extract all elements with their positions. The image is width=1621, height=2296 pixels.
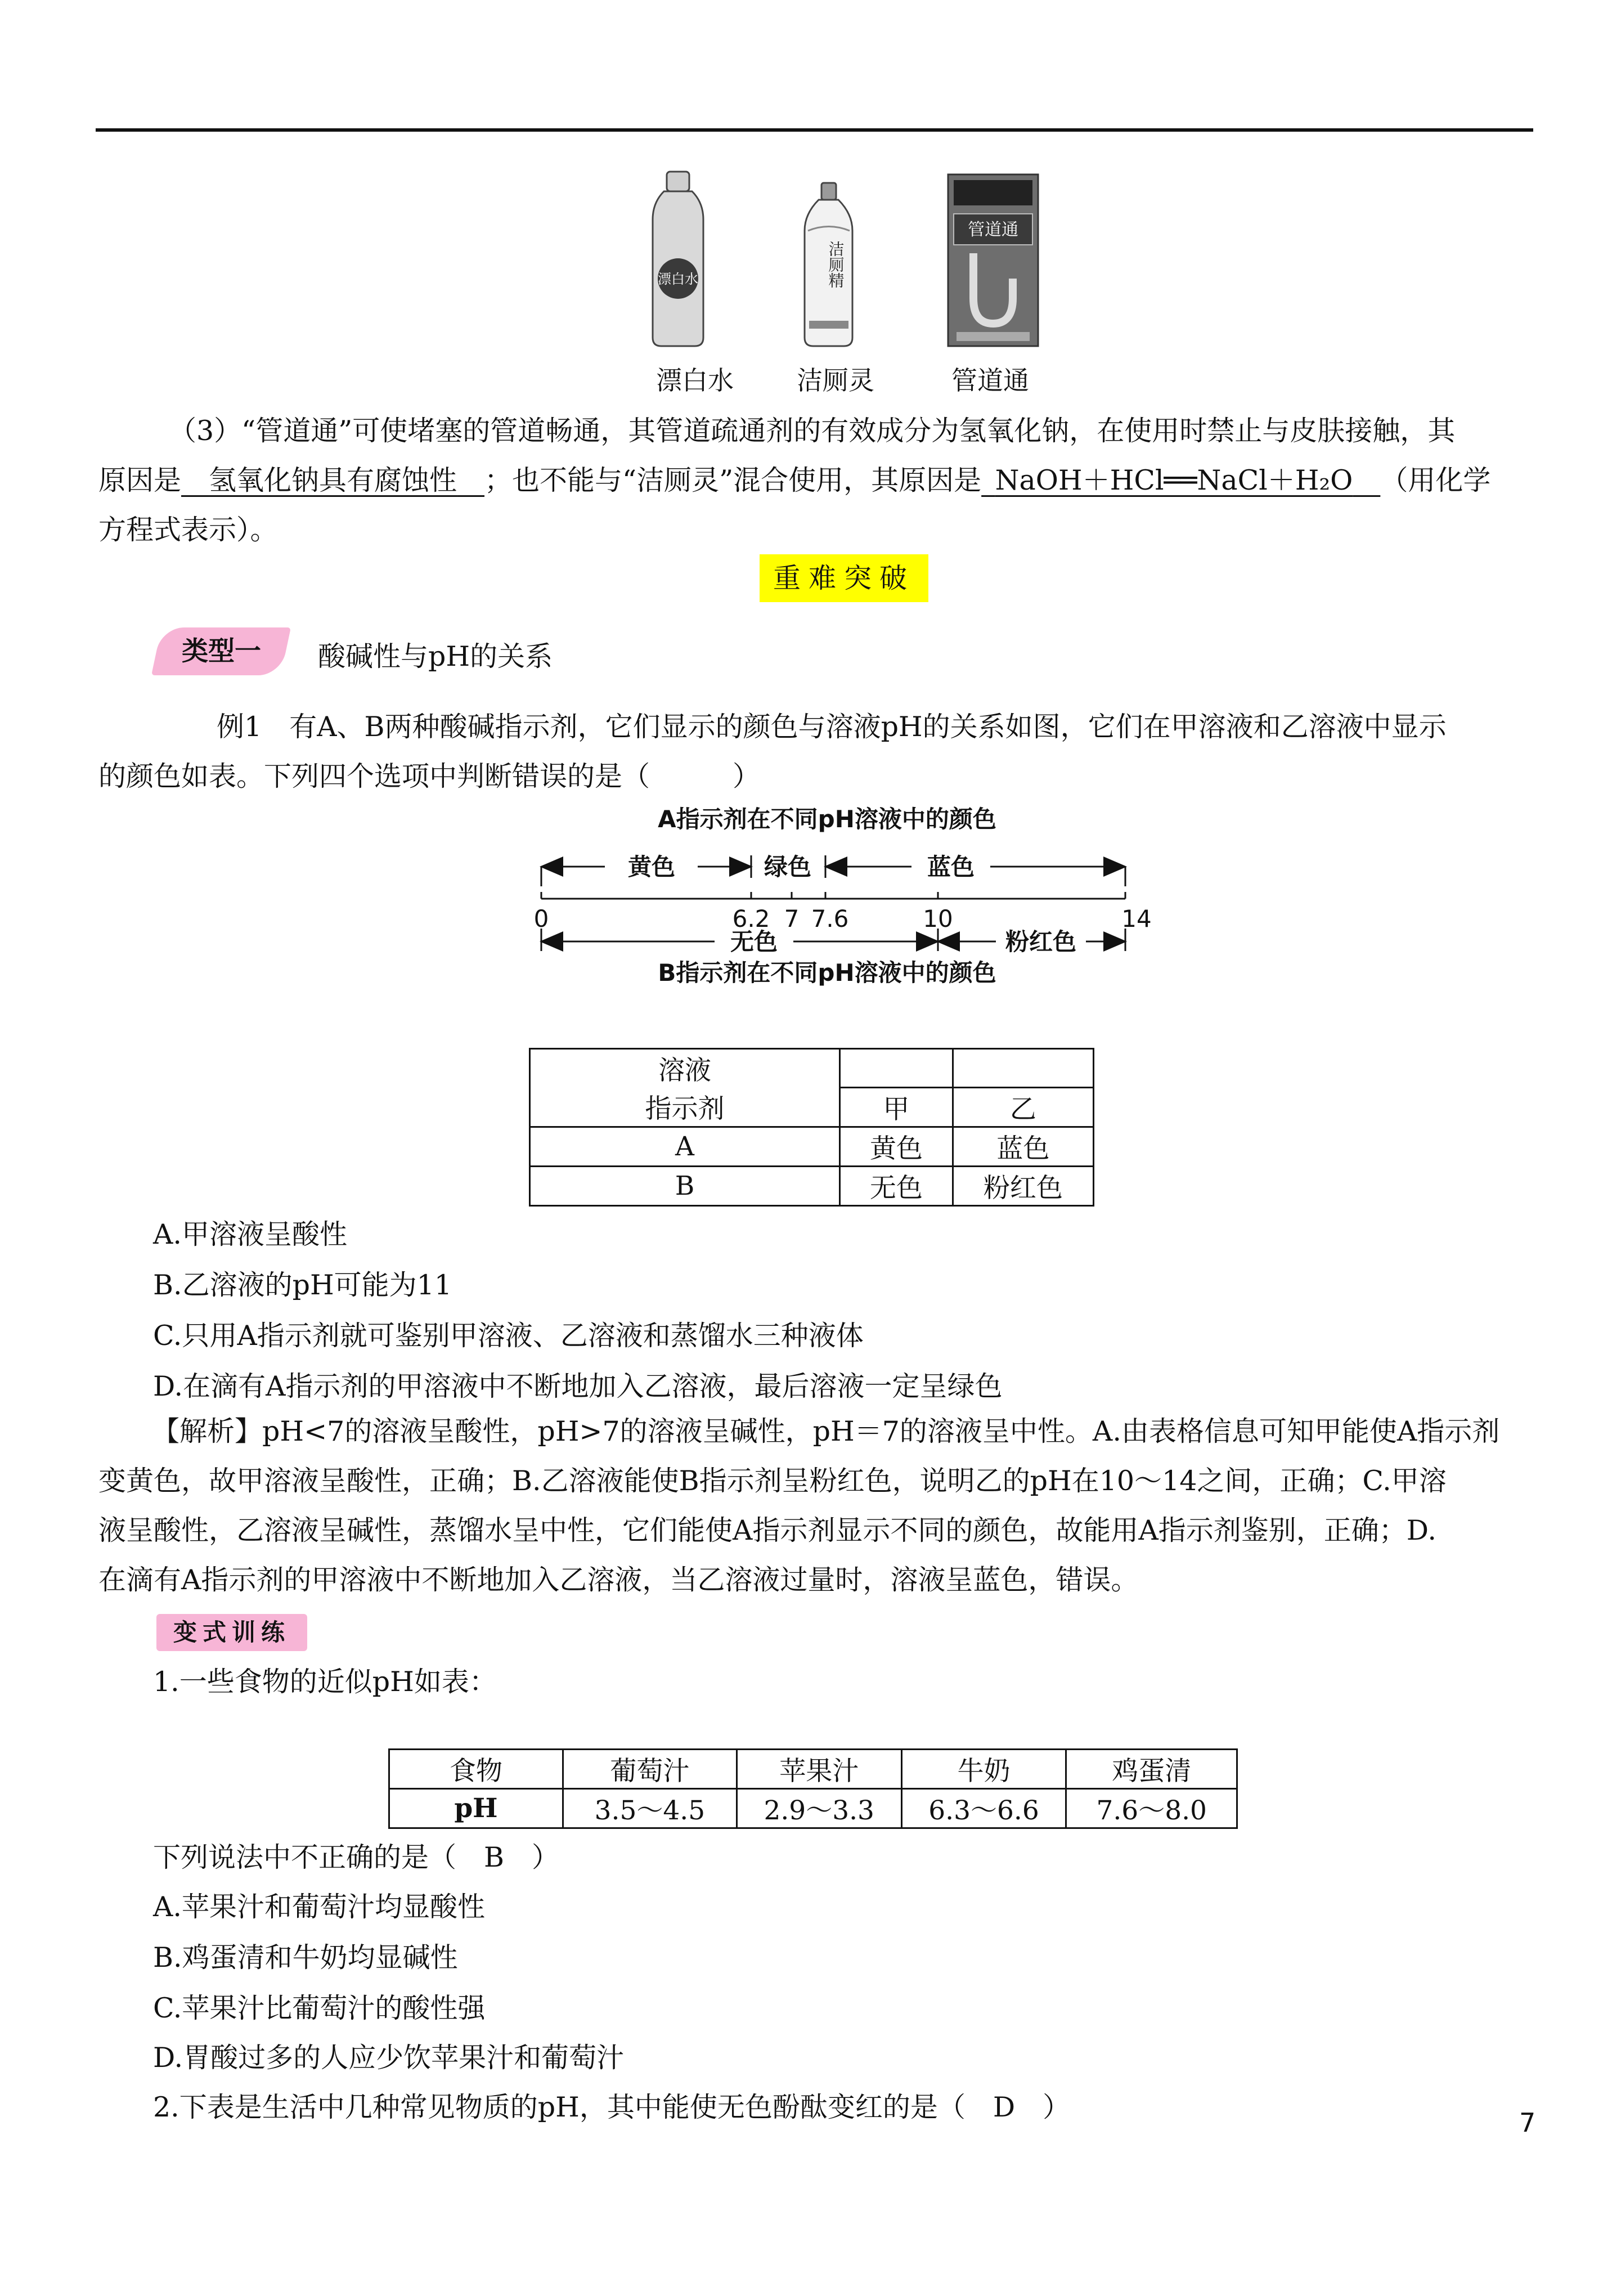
type1-title: 酸碱性与pH的关系 — [318, 640, 553, 672]
q3-text — [98, 406, 1539, 555]
a-segment-yellow: 黄色 — [627, 853, 676, 881]
bleach-bottle-icon — [653, 172, 703, 346]
table-col-header: 葡萄汁 — [563, 1750, 737, 1789]
product-label-bleach: 漂白水 — [656, 365, 734, 396]
table-row-header: A — [530, 1127, 840, 1166]
analysis-line: 变黄色，故甲溶液呈酸性，正确；B.乙溶液能使B指示剂呈粉红色，说明乙的pH在10～14之间，正确；C.甲溶 — [98, 1465, 1447, 1497]
tick-label-10: 10 — [923, 905, 953, 932]
ph-indicator-diagram — [529, 802, 1170, 1004]
q1-option-c: C.苹果汁比葡萄汁的酸性强 — [153, 1992, 486, 2024]
q3-answer2 — [981, 464, 1380, 496]
q1-question: 下列说法中不正确的是（ B ） — [153, 1841, 560, 1873]
table-col-header: 食物 — [389, 1750, 563, 1789]
table-cell: 6.3～6.6 — [901, 1789, 1066, 1828]
q3-answer2-text: NaOH＋HCl══NaCl＋H₂O — [995, 464, 1353, 496]
bleach-bottle-text: 漂白水 — [658, 271, 698, 287]
example1-line1: 例1 有A、B两种酸碱指示剂，它们显示的颜色与溶液pH的关系如图，它们在甲溶液和乙溶液中显示 — [217, 711, 1447, 743]
table-cell-empty — [839, 1049, 953, 1088]
product-label-toilet-cleaner: 洁厕灵 — [797, 365, 874, 396]
option-c: C.只用A指示剂就可鉴别甲溶液、乙溶液和蒸馏水三种液体 — [153, 1320, 864, 1352]
table-row — [530, 1166, 1094, 1205]
tick-label-7-6: 7.6 — [811, 905, 849, 932]
table-row-header: B — [530, 1166, 840, 1205]
q1-option-d: D.胃酸过多的人应少饮苹果汁和葡萄汁 — [153, 2042, 625, 2074]
q3-answer1 — [181, 464, 484, 496]
q3-answer1-text: 氢氧化钠具有腐蚀性 — [209, 464, 457, 496]
page-number: 7 — [1519, 2107, 1536, 2138]
q1-stem: 1.一些食物的近似pH如表： — [153, 1666, 497, 1698]
toilet-cleaner-bottle-text: 洁厕精 — [826, 241, 845, 288]
analysis-line: 在滴有A指示剂的甲溶液中不断地加入乙溶液，当乙溶液过量时，溶液呈蓝色，错误。 — [98, 1564, 1139, 1596]
drain-cleaner-box-text: 管道通 — [968, 220, 1018, 240]
table-cell: 无色 — [839, 1166, 953, 1205]
tick-label-0: 0 — [533, 905, 549, 932]
table-row — [389, 1750, 1237, 1789]
table-col-header: 牛奶 — [901, 1750, 1066, 1789]
section-banner: 重难突破 — [760, 554, 928, 602]
product-label-drain-cleaner: 管道通 — [951, 365, 1029, 396]
q3-line2-b: ；也不能与“洁厕灵”混合使用，其原因是 — [484, 464, 982, 496]
a-segment-blue: 蓝色 — [927, 853, 975, 881]
type1-tag-text: 类型一 — [181, 636, 261, 667]
tick-label-14: 14 — [1121, 905, 1152, 932]
table-col-header: 甲 — [839, 1087, 953, 1127]
option-a: A.甲溶液呈酸性 — [153, 1218, 347, 1250]
analysis — [98, 1407, 1539, 1605]
table-row — [389, 1789, 1237, 1828]
table-cell: 黄色 — [839, 1127, 953, 1166]
table-cell: 7.6～8.0 — [1066, 1789, 1237, 1828]
indicator-a-title: A指示剂在不同pH溶液中的颜色 — [658, 805, 996, 833]
table-col-header: 乙 — [953, 1087, 1093, 1127]
table-col-header: 鸡蛋清 — [1066, 1750, 1237, 1789]
table-corner-top: 溶液 — [530, 1049, 840, 1088]
q3-line2-c: （用化学 — [1380, 464, 1491, 496]
analysis-line: 【解析】pH<7的溶液呈酸性，pH>7的溶液呈碱性，pH＝7的溶液呈中性。A.由表格信息可知甲能使A指示剂 — [152, 1415, 1500, 1447]
q1-option-a: A.苹果汁和葡萄汁均显酸性 — [153, 1891, 485, 1923]
table-row — [530, 1049, 1094, 1088]
b-segment-colorless: 无色 — [730, 928, 778, 956]
a-segment-green: 绿色 — [764, 853, 812, 881]
table-cell: 粉红色 — [953, 1166, 1093, 1205]
table-cell: 蓝色 — [953, 1127, 1093, 1166]
q3-line2-a: 原因是 — [98, 464, 182, 496]
header-rule — [96, 128, 1533, 132]
table-cell: 2.9～3.3 — [737, 1789, 901, 1828]
q3-line1: （3）“管道通”可使堵塞的管道畅通，其管道疏通剂的有效成分为氢氧化钠，在使用时禁止与皮肤接触，其 — [169, 415, 1456, 447]
option-d: D.在滴有A指示剂的甲溶液中不断地加入乙溶液，最后溶液一定呈绿色 — [153, 1370, 1003, 1402]
option-b: B.乙溶液的pH可能为11 — [153, 1269, 452, 1301]
tick-label-7: 7 — [784, 905, 800, 932]
product-images — [641, 169, 1069, 355]
analysis-line: 液呈酸性，乙溶液呈碱性，蒸馏水呈中性，它们能使A指示剂显示不同的颜色，故能用A指示剂鉴别，正确；D. — [98, 1514, 1436, 1546]
q2-stem: 2.下表是生活中几种常见物质的pH，其中能使无色酚酞变红的是（ D ） — [153, 2091, 1071, 2123]
table-row — [530, 1087, 1094, 1127]
table-row-header: pH — [389, 1789, 563, 1828]
q3-line2 — [98, 456, 1539, 505]
drain-cleaner-box-icon — [948, 174, 1038, 346]
type1-tag — [151, 627, 291, 675]
q3-line3: 方程式表示）。 — [98, 514, 278, 546]
tick-label-6-2: 6.2 — [732, 905, 770, 932]
table-cell: 3.5～4.5 — [563, 1789, 737, 1828]
food-ph-table — [388, 1748, 1238, 1829]
table-corner-bottom: 指示剂 — [530, 1087, 840, 1127]
example1-line2: 的颜色如表。下列四个选项中判断错误的是（ ） — [98, 760, 761, 792]
example1-text — [98, 702, 1539, 801]
indicator-color-table — [529, 1048, 1094, 1207]
table-cell-empty — [953, 1049, 1093, 1088]
q1-option-b: B.鸡蛋清和牛奶均显碱性 — [153, 1941, 458, 1974]
indicator-b-title: B指示剂在不同pH溶液中的颜色 — [658, 959, 996, 986]
b-segment-pink: 粉红色 — [1005, 928, 1077, 956]
table-row — [530, 1127, 1094, 1166]
table-col-header: 苹果汁 — [737, 1750, 901, 1789]
toilet-cleaner-bottle-icon — [805, 183, 852, 346]
practice-tag: 变式训练 — [156, 1614, 307, 1651]
